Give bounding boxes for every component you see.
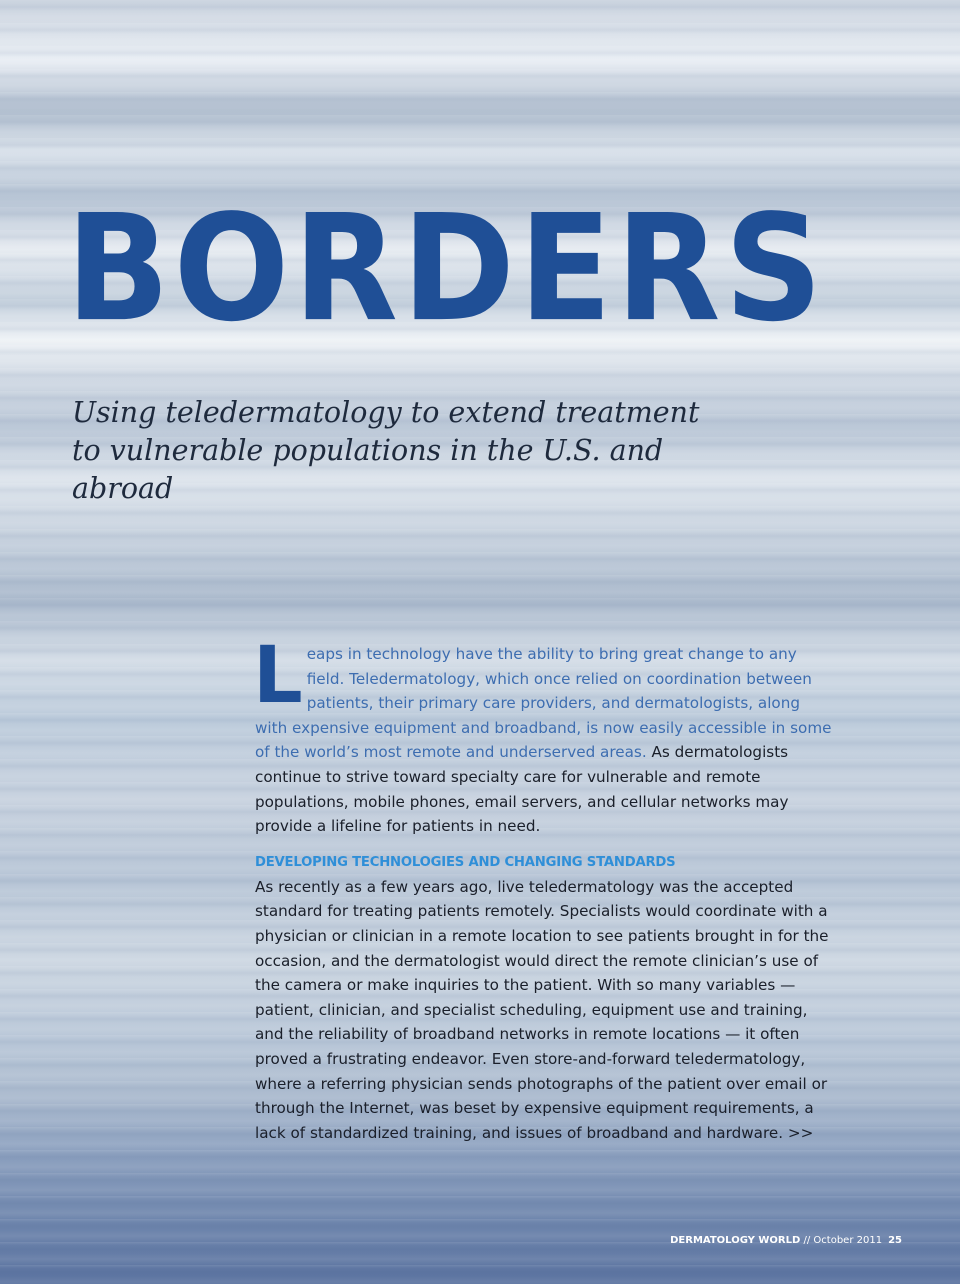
section-heading: DEVELOPING TECHNOLOGIES AND CHANGING STANDARDS xyxy=(255,854,676,870)
page-footer xyxy=(670,1234,902,1248)
publication-name: DERMATOLOGY WORLD xyxy=(670,1235,801,1246)
article-body xyxy=(253,631,835,1145)
headline: BORDERS xyxy=(66,184,827,355)
intro-paragraph xyxy=(253,631,835,839)
section-paragraph: As recently as a few years ago, live teledermatology was the accepted standard for treating patients remotely. Specialists would coordinate with a physician or clinician in a remote location to see patients brought in for the occasion, and the dermatologist would direct the remote clinician’s use of the camera or make inquiries to the patient. With so many variables — patient, clinician, and specialist scheduling, equipment use and training, and the reliability of broadband networks in remote locations — it often proved a frustrating endeavor. Even store-and-forward teledermatology, where a referring physician sends photographs of the patient over email or through the Internet, was beset by expensive equipment requirements, a lack of standardized training, and issues of broadband and hardware. >> xyxy=(255,877,829,1142)
issue-date: October 2011 xyxy=(813,1235,883,1246)
footer-separator: // xyxy=(800,1235,814,1246)
deck-subtitle: Using teledermatology to extend treatment to vulnerable populations in the U.S. and abroad xyxy=(72,396,700,505)
intro-lead-text: eaps in technology have the ability to bring great change to any field. Teledermatology, which once relied on coordination between patients, their primary care providers, and dermatologists, along with expensive equipment and broadband, is now easily accessible in some of the world’s most remote and underserved areas. xyxy=(255,645,832,762)
intro-rest-text: As dermatologists continue to strive toward specialty care for vulnerable and remote populations, mobile phones, email servers, and cellular networks may provide a lifeline for patients in need. xyxy=(255,743,789,836)
page-number: 25 xyxy=(888,1235,902,1246)
drop-cap: L xyxy=(253,631,303,721)
